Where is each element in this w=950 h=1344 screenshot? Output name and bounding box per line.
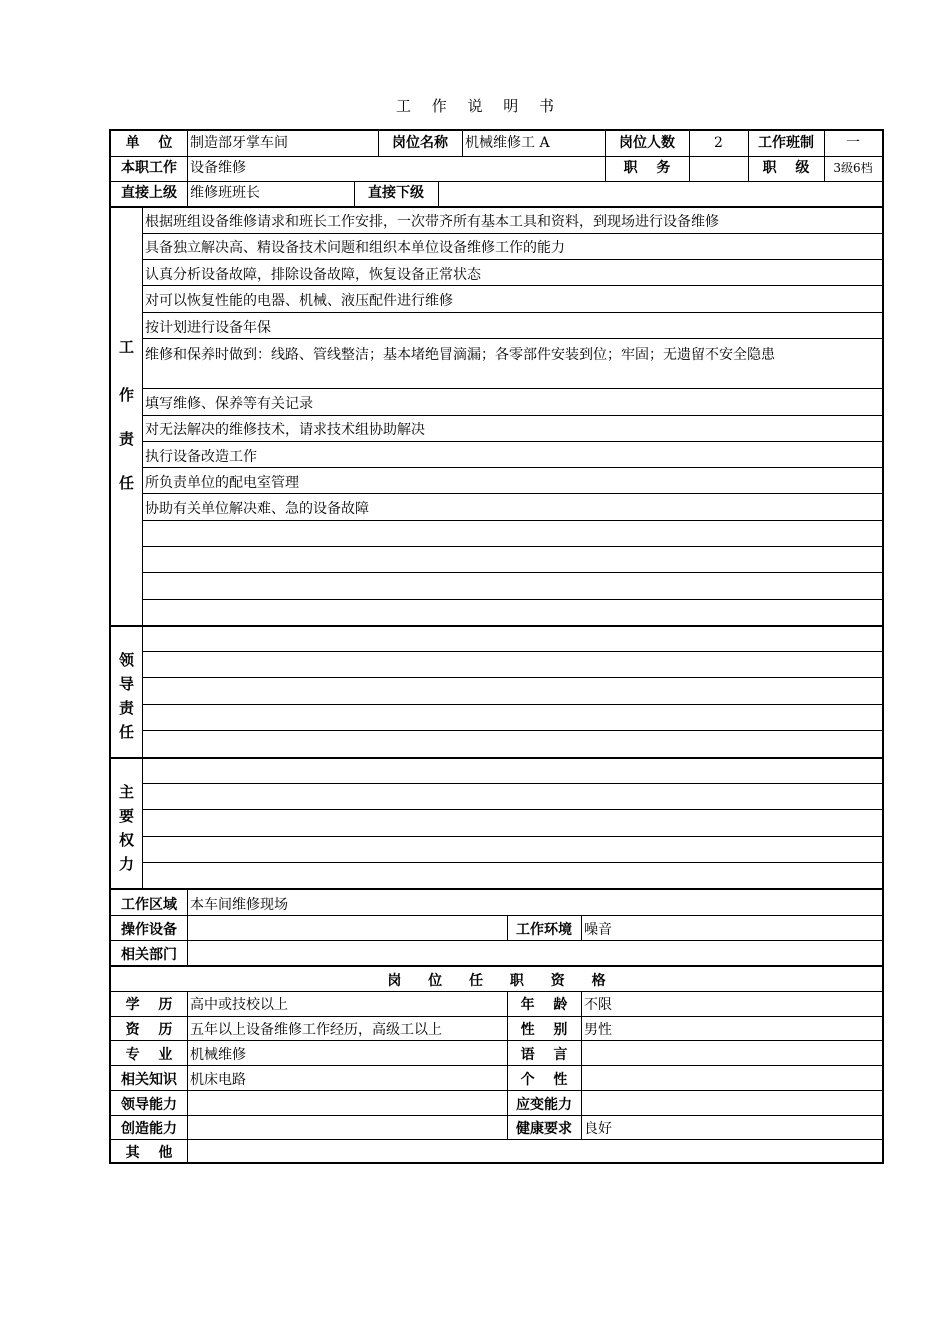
duty-item-4: 对可以恢复性能的电器、机械、液压配件进行维修	[145, 293, 453, 309]
grade-value: 3级6档	[833, 161, 873, 175]
superior-label: 直接上级	[121, 185, 177, 201]
duty-item-6: 维修和保养时做到：线路、管线整洁；基本堵绝冒滴漏；各零部件安装到位；牢固；无遗留不安全隐患	[145, 347, 775, 363]
grade-label: 职 级	[762, 160, 810, 176]
knowledge-label: 相关知识	[121, 1072, 177, 1088]
knowledge-value: 机床电路	[190, 1072, 246, 1088]
duty-item-9: 执行设备改造工作	[145, 449, 257, 465]
environment-label: 工作环境	[516, 922, 572, 938]
duty-item-8: 对无法解决的维修技术，请求技术组协助解决	[145, 422, 425, 438]
education-label: 学 历	[125, 997, 173, 1013]
job-value: 设备维修	[190, 160, 246, 176]
creativity-label: 创造能力	[121, 1121, 177, 1137]
health-value: 良好	[584, 1121, 612, 1137]
qualifications-title: 岗 位 任 职 资 格	[387, 973, 606, 989]
shift-value: 一	[846, 135, 860, 151]
major-label: 专 业	[125, 1047, 173, 1063]
subordinate-value	[438, 181, 882, 206]
duty-item-7: 填写维修、保养等有关记录	[145, 396, 313, 412]
position-value: 机械维修工 A	[465, 135, 550, 151]
gender-value: 男性	[584, 1022, 612, 1038]
age-label: 年 龄	[520, 997, 568, 1013]
unit-value: 制造部牙掌车间	[190, 135, 288, 151]
unit-label: 单 位	[125, 135, 173, 151]
superior-value: 维修班班长	[190, 185, 260, 201]
duty-item-5: 按计划进行设备年保	[145, 320, 271, 336]
experience-value: 五年以上设备维修工作经历，高级工以上	[190, 1022, 442, 1038]
document-title: 工 作 说 明 书	[395, 97, 555, 115]
equipment-label: 操作设备	[121, 922, 177, 938]
leadership-ability-label: 领导能力	[121, 1097, 177, 1113]
duty-item-1: 根据班组设备维修请求和班长工作安排，一次带齐所有基本工具和资料，到现场进行设备维修	[145, 214, 719, 230]
language-label: 语 言	[520, 1047, 568, 1063]
department-label: 相关部门	[121, 947, 177, 963]
responsibilities-label: 工 作 责 任	[118, 338, 134, 492]
environment-value: 噪音	[584, 922, 612, 938]
duty-value	[689, 156, 748, 181]
duty-item-2: 具备独立解决高、精设备技术问题和组织本单位设备维修工作的能力	[145, 240, 565, 256]
shift-label: 工作班制	[758, 135, 814, 151]
duty-item-11: 协助有关单位解决难、急的设备故障	[145, 501, 369, 517]
leadership-label: 领 导 责 任	[118, 651, 134, 741]
duty-item-10: 所负责单位的配电室管理	[145, 475, 299, 491]
work-area-label: 工作区域	[121, 897, 177, 913]
experience-label: 资 历	[125, 1022, 173, 1038]
position-label: 岗位名称	[392, 135, 448, 151]
education-value: 高中或技校以上	[190, 997, 288, 1013]
other-value	[187, 1141, 882, 1164]
duty-label: 职 务	[623, 160, 671, 176]
work-area-value: 本车间维修现场	[190, 897, 288, 913]
duty-item-3: 认真分析设备故障，排除设备故障，恢复设备正常状态	[145, 267, 481, 283]
personality-label: 个 性	[520, 1072, 568, 1088]
health-label: 健康要求	[516, 1121, 572, 1137]
job-label: 本职工作	[121, 160, 177, 176]
gender-label: 性 别	[520, 1022, 568, 1038]
adaptability-label: 应变能力	[516, 1097, 572, 1113]
major-value: 机械维修	[190, 1047, 246, 1063]
other-label: 其 他	[125, 1145, 173, 1161]
headcount-value: 2	[714, 135, 723, 151]
job-description-table	[109, 129, 884, 1164]
headcount-label: 岗位人数	[619, 135, 675, 151]
subordinate-label: 直接下级	[368, 185, 424, 201]
age-value: 不限	[584, 997, 612, 1013]
authority-label: 主 要 权 力	[118, 783, 134, 873]
